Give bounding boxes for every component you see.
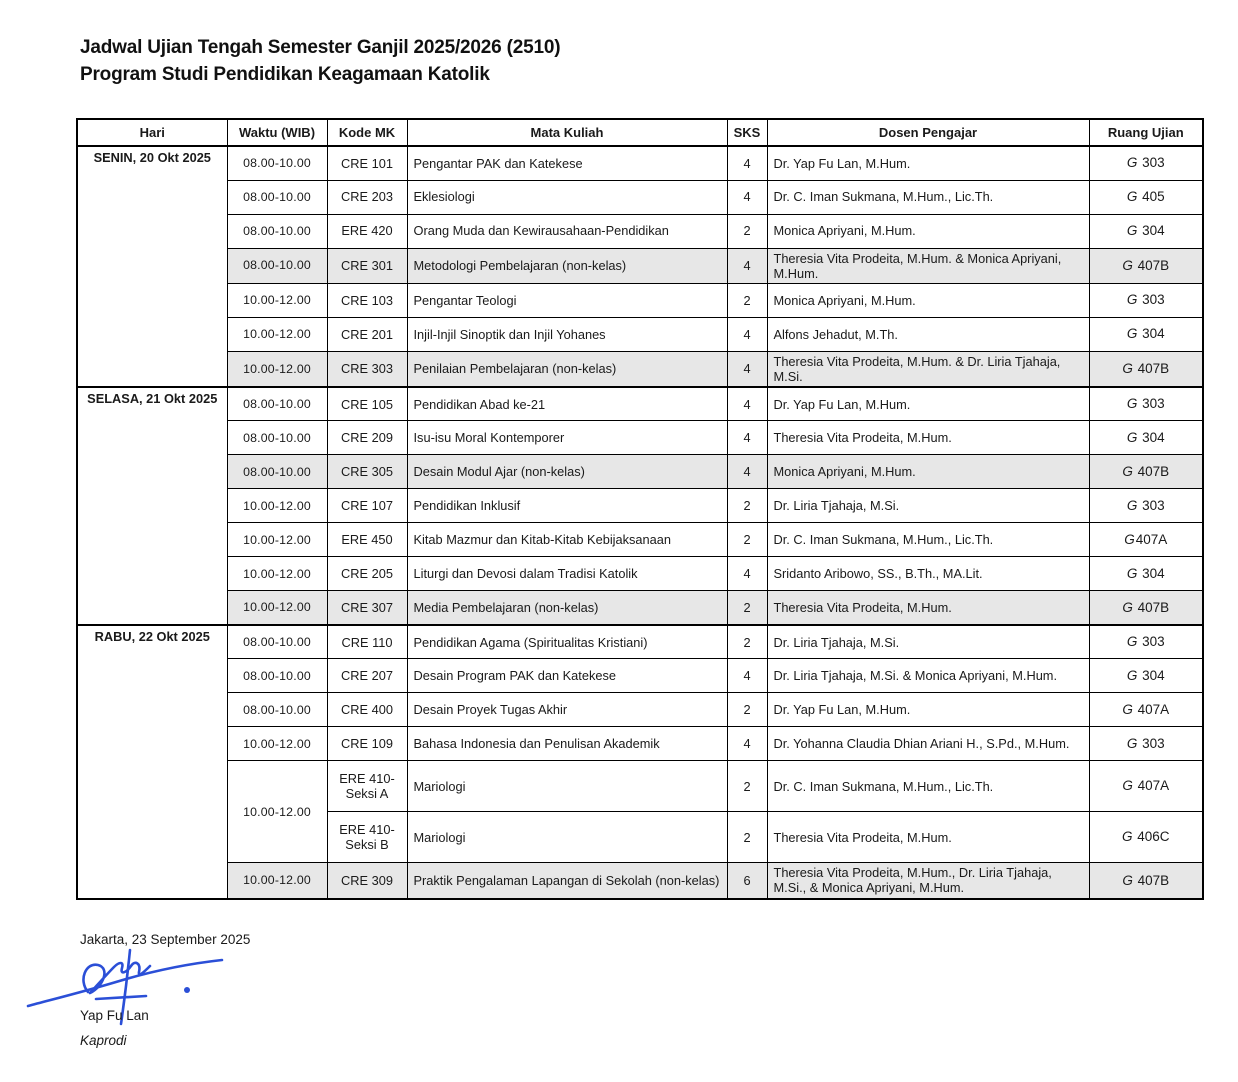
cell-sks: 4 [727,146,767,180]
cell-mata-kuliah: Isu-isu Moral Kontemporer [407,421,727,455]
table-row [77,693,1203,727]
cell-sks: 4 [727,317,767,351]
cell-kode-mk: CRE 101 [327,146,407,180]
table-row [77,248,1203,283]
cell-dosen: Dr. Yap Fu Lan, M.Hum. [767,146,1089,180]
cell-dosen: Monica Apriyani, M.Hum. [767,455,1089,489]
cell-waktu: 10.00-12.00 [227,283,327,317]
cell-sks: 2 [727,523,767,557]
cell-waktu: 10.00-12.00 [227,727,327,761]
cell-ruang: G 407B [1089,248,1203,283]
cell-mata-kuliah: Desain Program PAK dan Katekese [407,659,727,693]
cell-kode-mk: CRE 105 [327,387,407,421]
cell-mata-kuliah: Metodologi Pembelajaran (non-kelas) [407,248,727,283]
cell-dosen: Dr. C. Iman Sukmana, M.Hum., Lic.Th. [767,761,1089,812]
cell-kode-mk: CRE 209 [327,421,407,455]
cell-dosen: Dr. Liria Tjahaja, M.Si. [767,489,1089,523]
cell-sks: 2 [727,812,767,863]
table-row [77,863,1203,899]
cell-mata-kuliah: Eklesiologi [407,180,727,214]
cell-kode-mk: CRE 309 [327,863,407,899]
cell-dosen: Theresia Vita Prodeita, M.Hum. [767,812,1089,863]
cell-mata-kuliah: Liturgi dan Devosi dalam Tradisi Katolik [407,557,727,591]
cell-waktu: 10.00-12.00 [227,591,327,625]
cell-sks: 4 [727,351,767,387]
table-row [77,317,1203,351]
table-row [77,489,1203,523]
cell-ruang: G 407A [1089,761,1203,812]
cell-mata-kuliah: Desain Modul Ajar (non-kelas) [407,455,727,489]
cell-kode-mk: CRE 303 [327,351,407,387]
cell-kode-mk: CRE 400 [327,693,407,727]
cell-ruang: G 304 [1089,421,1203,455]
cell-waktu: 08.00-10.00 [227,248,327,283]
cell-ruang: G 405 [1089,180,1203,214]
cell-kode-mk: CRE 110 [327,625,407,659]
cell-dosen: Alfons Jehadut, M.Th. [767,317,1089,351]
cell-kode-mk: ERE 420 [327,214,407,248]
cell-dosen: Sridanto Aribowo, SS., B.Th., MA.Lit. [767,557,1089,591]
column-header: Dosen Pengajar [767,119,1089,146]
table-body [77,146,1203,899]
table-row [77,351,1203,387]
column-header: Waktu (WIB) [227,119,327,146]
signer-name: Yap Fu Lan [80,1007,149,1023]
table-row [77,557,1203,591]
cell-sks: 4 [727,387,767,421]
cell-mata-kuliah: Mariologi [407,812,727,863]
cell-ruang: G 304 [1089,214,1203,248]
cell-dosen: Monica Apriyani, M.Hum. [767,283,1089,317]
cell-mata-kuliah: Orang Muda dan Kewirausahaan-Pendidikan [407,214,727,248]
cell-waktu: 08.00-10.00 [227,693,327,727]
cell-ruang: G 407B [1089,863,1203,899]
cell-ruang: G 303 [1089,146,1203,180]
cell-mata-kuliah: Kitab Mazmur dan Kitab-Kitab Kebijaksanaan [407,523,727,557]
cell-sks: 2 [727,591,767,625]
cell-sks: 6 [727,863,767,899]
cell-ruang: G 303 [1089,387,1203,421]
table-row [77,146,1203,180]
cell-ruang: G 407B [1089,591,1203,625]
cell-kode-mk: CRE 307 [327,591,407,625]
cell-ruang: G 407B [1089,455,1203,489]
cell-ruang: G 303 [1089,283,1203,317]
cell-kode-mk: CRE 207 [327,659,407,693]
table-row [77,214,1203,248]
cell-mata-kuliah: Penilaian Pembelajaran (non-kelas) [407,351,727,387]
cell-mata-kuliah: Pendidikan Agama (Spiritualitas Kristiani) [407,625,727,659]
column-header: Hari [77,119,227,146]
cell-kode-mk: CRE 107 [327,489,407,523]
cell-mata-kuliah: Mariologi [407,761,727,812]
cell-ruang: G 303 [1089,727,1203,761]
table-row [77,761,1203,812]
cell-dosen: Dr. Liria Tjahaja, M.Si. & Monica Apriyani, M.Hum. [767,659,1089,693]
document-page [0,34,1238,1073]
cell-waktu: 10.00-12.00 [227,761,327,863]
cell-mata-kuliah: Desain Proyek Tugas Akhir [407,693,727,727]
cell-dosen: Theresia Vita Prodeita, M.Hum. [767,591,1089,625]
cell-waktu: 10.00-12.00 [227,317,327,351]
cell-waktu: 10.00-12.00 [227,863,327,899]
column-header: Kode MK [327,119,407,146]
cell-mata-kuliah: Pengantar PAK dan Katekese [407,146,727,180]
cell-sks: 2 [727,625,767,659]
cell-mata-kuliah: Bahasa Indonesia dan Penulisan Akademik [407,727,727,761]
cell-sks: 4 [727,659,767,693]
cell-kode-mk: CRE 205 [327,557,407,591]
cell-waktu: 10.00-12.00 [227,351,327,387]
cell-ruang: G407A [1089,523,1203,557]
cell-ruang: G 407A [1089,693,1203,727]
cell-dosen: Monica Apriyani, M.Hum. [767,214,1089,248]
cell-dosen: Dr. Liria Tjahaja, M.Si. [767,625,1089,659]
table-row [77,283,1203,317]
signer-role: Kaprodi [80,1032,127,1048]
cell-kode-mk: CRE 305 [327,455,407,489]
cell-dosen: Dr. Yap Fu Lan, M.Hum. [767,693,1089,727]
cell-day: SENIN, 20 Okt 2025 [77,146,227,387]
cell-kode-mk: ERE 410-Seksi A [327,761,407,812]
column-header: Mata Kuliah [407,119,727,146]
cell-ruang: G 304 [1089,317,1203,351]
cell-dosen: Dr. Yohanna Claudia Dhian Ariani H., S.Pd., M.Hum. [767,727,1089,761]
cell-ruang: G 304 [1089,659,1203,693]
cell-waktu: 08.00-10.00 [227,421,327,455]
column-header: Ruang Ujian [1089,119,1203,146]
cell-ruang: G 303 [1089,489,1203,523]
cell-waktu: 08.00-10.00 [227,659,327,693]
cell-day: SELASA, 21 Okt 2025 [77,387,227,625]
cell-kode-mk: CRE 109 [327,727,407,761]
cell-waktu: 08.00-10.00 [227,146,327,180]
cell-mata-kuliah: Praktik Pengalaman Lapangan di Sekolah (non-kelas) [407,863,727,899]
cell-waktu: 08.00-10.00 [227,214,327,248]
cell-kode-mk: ERE 450 [327,523,407,557]
cell-waktu: 10.00-12.00 [227,557,327,591]
cell-mata-kuliah: Pendidikan Abad ke-21 [407,387,727,421]
table-row [77,727,1203,761]
cell-sks: 4 [727,421,767,455]
cell-ruang: G 303 [1089,625,1203,659]
header-row [77,119,1203,146]
cell-kode-mk: CRE 201 [327,317,407,351]
table-row [77,659,1203,693]
cell-sks: 4 [727,557,767,591]
cell-mata-kuliah: Injil-Injil Sinoptik dan Injil Yohanes [407,317,727,351]
cell-waktu: 10.00-12.00 [227,489,327,523]
cell-dosen: Theresia Vita Prodeita, M.Hum., Dr. Liria Tjahaja, M.Si., & Monica Apriyani, M.Hum. [767,863,1089,899]
table-row [77,180,1203,214]
cell-kode-mk: CRE 103 [327,283,407,317]
cell-sks: 2 [727,693,767,727]
cell-waktu: 10.00-12.00 [227,523,327,557]
cell-mata-kuliah: Media Pembelajaran (non-kelas) [407,591,727,625]
cell-dosen: Dr. C. Iman Sukmana, M.Hum., Lic.Th. [767,523,1089,557]
cell-mata-kuliah: Pengantar Teologi [407,283,727,317]
cell-dosen: Dr. Yap Fu Lan, M.Hum. [767,387,1089,421]
table-row [77,387,1203,421]
cell-dosen: Theresia Vita Prodeita, M.Hum. & Monica Apriyani, M.Hum. [767,248,1089,283]
cell-dosen: Dr. C. Iman Sukmana, M.Hum., Lic.Th. [767,180,1089,214]
cell-waktu: 08.00-10.00 [227,625,327,659]
exam-schedule-table [76,118,1204,900]
cell-sks: 4 [727,180,767,214]
cell-sks: 2 [727,761,767,812]
cell-day: RABU, 22 Okt 2025 [77,625,227,899]
cell-waktu: 08.00-10.00 [227,180,327,214]
cell-ruang: G 407B [1089,351,1203,387]
cell-sks: 2 [727,283,767,317]
document-footer [80,932,1238,1082]
cell-kode-mk: CRE 203 [327,180,407,214]
page-title: Jadwal Ujian Tengah Semester Ganjil 2025/2026 (2510) [80,37,561,58]
cell-dosen: Theresia Vita Prodeita, M.Hum. [767,421,1089,455]
cell-sks: 4 [727,727,767,761]
column-header: SKS [727,119,767,146]
cell-ruang: G 406C [1089,812,1203,863]
table-row [77,523,1203,557]
cell-sks: 2 [727,489,767,523]
cell-sks: 4 [727,455,767,489]
cell-kode-mk: ERE 410-Seksi B [327,812,407,863]
cell-mata-kuliah: Pendidikan Inklusif [407,489,727,523]
page-subtitle: Program Studi Pendidikan Keagamaan Katolik [80,64,490,85]
document-header [80,34,1238,88]
cell-waktu: 08.00-10.00 [227,387,327,421]
table-row [77,455,1203,489]
table-row [77,625,1203,659]
cell-sks: 4 [727,248,767,283]
table-row [77,591,1203,625]
cell-ruang: G 304 [1089,557,1203,591]
place-date: Jakarta, 23 September 2025 [80,931,251,947]
table-header [77,119,1203,146]
cell-kode-mk: CRE 301 [327,248,407,283]
cell-waktu: 08.00-10.00 [227,455,327,489]
cell-sks: 2 [727,214,767,248]
table-row [77,421,1203,455]
cell-dosen: Theresia Vita Prodeita, M.Hum. & Dr. Liria Tjahaja, M.Si. [767,351,1089,387]
